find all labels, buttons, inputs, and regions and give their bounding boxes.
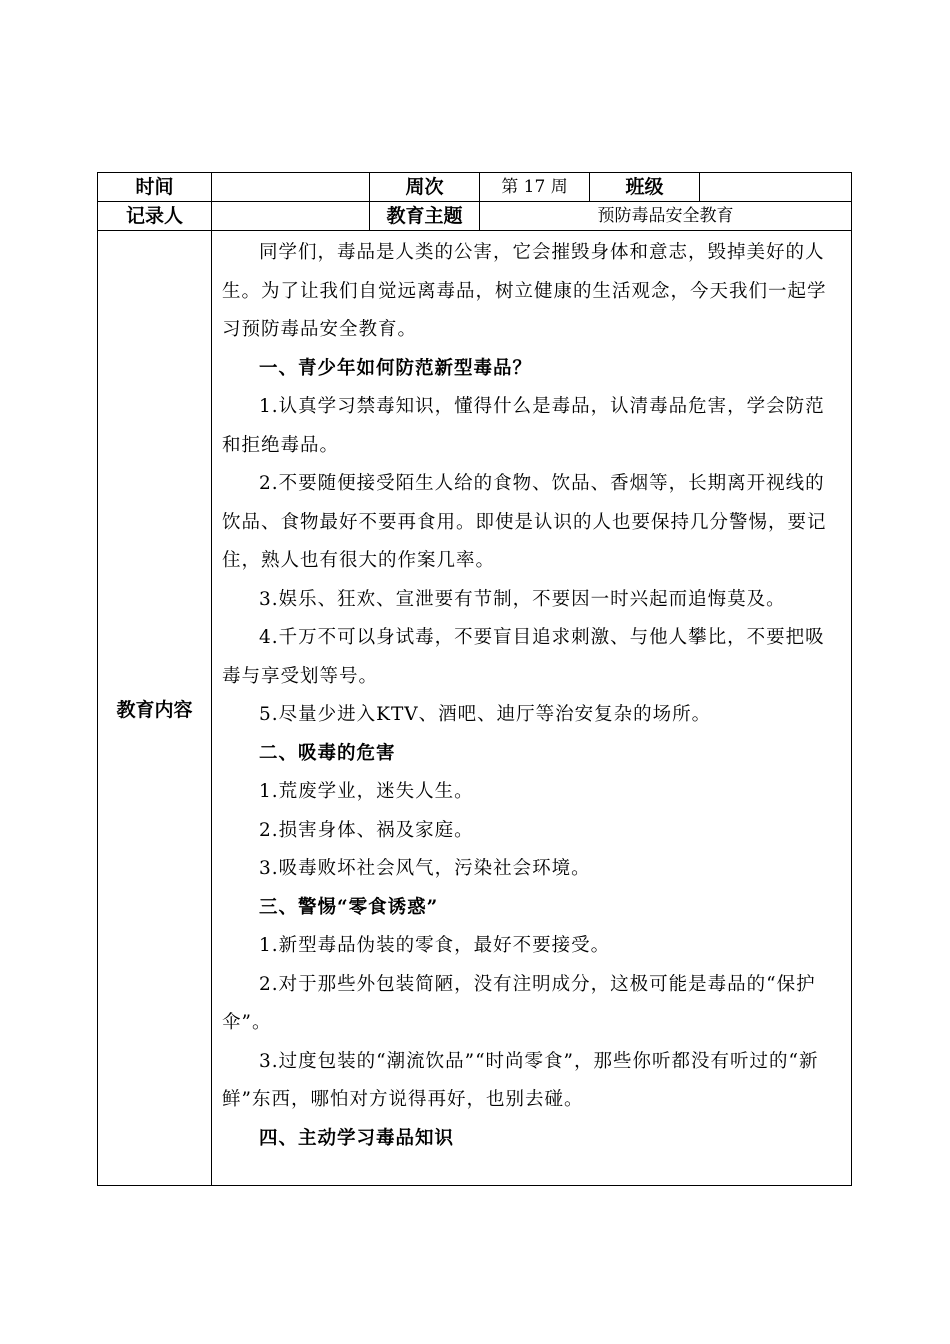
recorder-value: [212, 202, 370, 231]
class-value: [700, 173, 852, 202]
section-item: 1.认真学习禁毒知识，懂得什么是毒品，认清毒品危害，学会防范和拒绝毒品。: [222, 396, 825, 456]
section-heading: 二、吸毒的危害: [259, 742, 396, 764]
section-item: 1.荒废学业，迷失人生。: [259, 781, 474, 802]
section-heading: 四、主动学习毒品知识: [259, 1127, 455, 1149]
content-row: [98, 231, 852, 1186]
section-item: 2.对于那些外包装简陋，没有注明成分，这极可能是毒品的“保护伞”。: [222, 973, 816, 1033]
section-heading: 三、警惕“零食诱惑”: [259, 896, 439, 918]
section-item: 2.不要随便接受陌生人给的食物、饮品、香烟等，长期离开视线的饮品、食物最好不要再食用。即使是认识的人也要保持几分警惕，要记住，熟人也有很大的作案几率。: [222, 473, 827, 571]
section-item: 2.损害身体、祸及家庭。: [259, 819, 474, 841]
sections-container: [222, 350, 841, 1159]
header-row-1: [98, 173, 852, 202]
class-label: 班级: [590, 173, 700, 202]
content-body: [212, 231, 852, 1186]
topic-value: 预防毒品安全教育: [480, 202, 852, 231]
section-item: 3.过度包装的“潮流饮品”“时尚零食”，那些你听都没有听过的“新鲜”东西，哪怕对方说得再好，也别去碰。: [222, 1050, 819, 1110]
topic-label: 教育主题: [370, 202, 480, 231]
section-item: 4.千万不可以身试毒，不要盲目追求刺激、与他人攀比，不要把吸毒与享受划等号。: [222, 627, 825, 687]
week-value: 第 17 周: [480, 173, 590, 202]
time-value: [212, 173, 370, 202]
section-item: 1.新型毒品伪装的零食，最好不要接受。: [259, 935, 611, 956]
header-row-2: [98, 202, 852, 231]
section-heading: 一、青少年如何防范新型毒品？: [259, 357, 533, 379]
week-label: 周次: [370, 173, 480, 202]
section-item: 3.娱乐、狂欢、宣泄要有节制，不要因一时兴起而追悔莫及。: [259, 588, 786, 610]
education-record-table: [97, 172, 852, 1186]
recorder-label: 记录人: [98, 202, 212, 231]
intro-paragraph: 同学们，毒品是人类的公害，它会摧毁身体和意志，毁掉美好的人生。为了让我们自觉远离毒品，树立健康的生活观念，今天我们一起学习预防毒品安全教育。: [222, 242, 827, 340]
content-label: 教育内容: [98, 231, 212, 1186]
section-item: 5.尽量少进入KTV、酒吧、迪厅等治安复杂的场所。: [259, 704, 712, 725]
time-label: 时间: [98, 173, 212, 202]
section-item: 3.吸毒败坏社会风气，污染社会环境。: [259, 858, 591, 879]
